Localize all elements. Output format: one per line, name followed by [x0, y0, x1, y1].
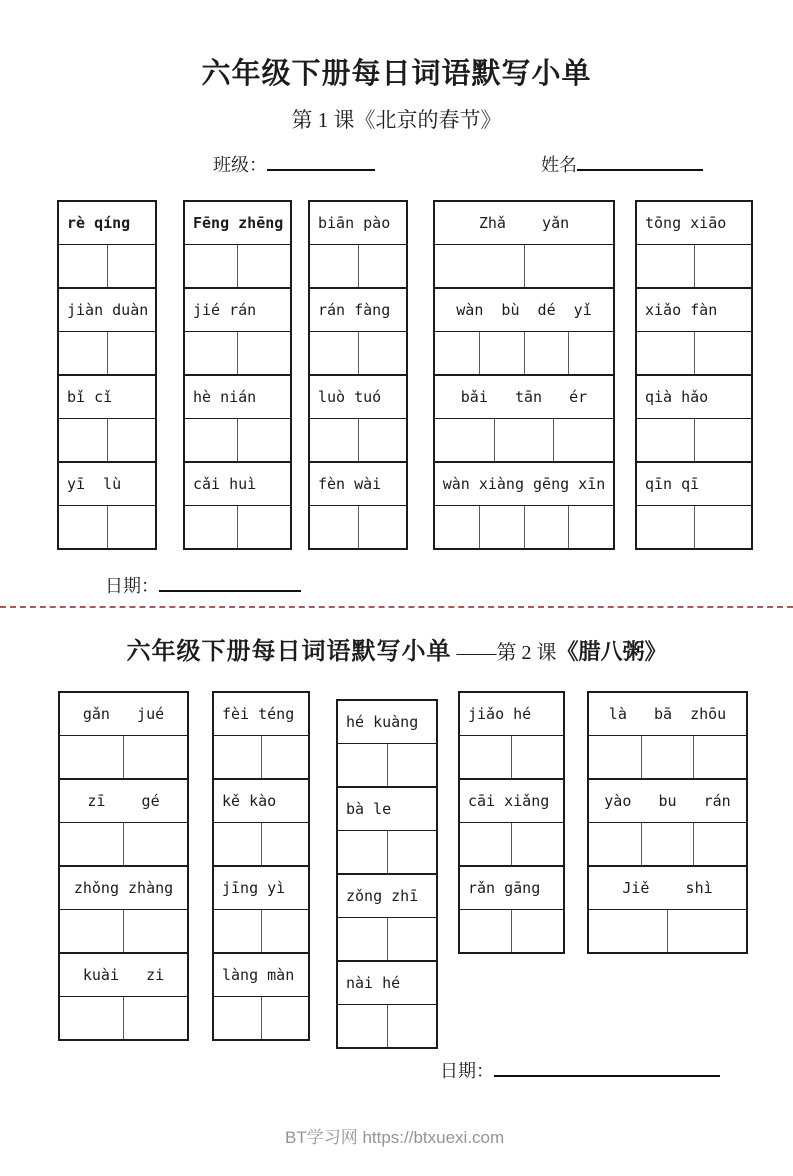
word-block — [60, 867, 187, 954]
word-block — [185, 289, 290, 376]
answer-row — [637, 419, 751, 461]
answer-row — [310, 506, 406, 548]
pinyin-label: wàn xiàng gēng xīn — [435, 463, 613, 506]
answer-cell — [695, 506, 752, 548]
word-block — [185, 463, 290, 548]
word-block — [60, 954, 187, 1039]
answer-cell — [435, 506, 480, 548]
pinyin-label: fèi téng — [214, 693, 308, 736]
answer-row — [185, 506, 290, 548]
word-block — [59, 376, 155, 463]
pinyin-label: bǎi tān ér — [435, 376, 613, 419]
answer-row — [185, 419, 290, 461]
word-block — [310, 463, 406, 548]
word-block — [185, 376, 290, 463]
pinyin-label: wàn bù dé yǐ — [435, 289, 613, 332]
pinyin-label: biān pào — [310, 202, 406, 245]
word-column — [336, 699, 438, 1049]
section2-title-lesson: ——第 2 课 — [451, 642, 557, 664]
answer-cell — [460, 736, 512, 778]
answer-cell — [480, 332, 525, 374]
answer-row — [59, 506, 155, 548]
answer-cell — [642, 823, 695, 865]
answer-row — [310, 332, 406, 374]
pinyin-label: zhǒng zhàng — [60, 867, 187, 910]
answer-row — [435, 245, 613, 287]
answer-cell — [238, 332, 290, 374]
answer-row — [310, 245, 406, 287]
answer-cell — [694, 823, 746, 865]
word-block — [310, 376, 406, 463]
answer-row — [435, 419, 613, 461]
answer-cell — [262, 736, 309, 778]
answer-cell — [60, 910, 124, 952]
word-block — [338, 962, 436, 1047]
answer-cell — [642, 736, 695, 778]
answer-cell — [554, 419, 613, 461]
answer-cell — [460, 910, 512, 952]
class-label: 班级： — [213, 155, 267, 175]
answer-cell — [388, 831, 437, 873]
pinyin-label: làng màn — [214, 954, 308, 997]
word-block — [214, 867, 308, 954]
answer-cell — [185, 419, 238, 461]
answer-cell — [310, 419, 359, 461]
answer-cell — [310, 506, 359, 548]
section-divider-dashed — [0, 606, 793, 608]
answer-cell — [238, 245, 290, 287]
pinyin-label: qīn qī — [637, 463, 751, 506]
answer-row — [589, 910, 746, 952]
answer-cell — [512, 823, 563, 865]
answer-cell — [525, 245, 614, 287]
answer-row — [60, 736, 187, 778]
answer-cell — [525, 332, 570, 374]
answer-cell — [60, 736, 124, 778]
pinyin-label: luò tuó — [310, 376, 406, 419]
answer-row — [460, 736, 563, 778]
answer-cell — [124, 736, 187, 778]
word-block — [435, 376, 613, 463]
answer-row — [59, 332, 155, 374]
answer-cell — [310, 245, 359, 287]
answer-cell — [637, 332, 695, 374]
answer-cell — [512, 736, 563, 778]
answer-row — [214, 736, 308, 778]
answer-cell — [569, 332, 613, 374]
answer-row — [59, 419, 155, 461]
answer-row — [460, 823, 563, 865]
answer-row — [60, 997, 187, 1039]
answer-row — [310, 419, 406, 461]
word-column — [458, 691, 565, 954]
word-column — [433, 200, 615, 550]
word-column — [212, 691, 310, 1041]
answer-cell — [214, 823, 262, 865]
answer-cell — [695, 419, 752, 461]
answer-cell — [695, 245, 752, 287]
word-block — [460, 867, 563, 952]
answer-cell — [589, 736, 642, 778]
answer-row — [637, 332, 751, 374]
answer-row — [435, 506, 613, 548]
pinyin-label: cǎi huì — [185, 463, 290, 506]
worksheet-title: 六年级下册每日词语默写小单 — [201, 58, 592, 90]
answer-cell — [495, 419, 555, 461]
answer-cell — [60, 823, 124, 865]
pinyin-label: jīng yì — [214, 867, 308, 910]
lesson-subtitle: 第 1 课《北京的春节》 — [291, 108, 502, 132]
answer-row — [59, 245, 155, 287]
answer-cell — [59, 506, 108, 548]
answer-row — [435, 332, 613, 374]
answer-cell — [637, 245, 695, 287]
answer-cell — [388, 744, 437, 786]
section2-title — [0, 636, 793, 671]
word-block — [310, 289, 406, 376]
word-column — [57, 200, 157, 550]
word-block — [59, 289, 155, 376]
section1-word-tables — [0, 200, 793, 550]
pinyin-label: Fēng zhēng — [185, 202, 290, 245]
pinyin-label: bǐ cǐ — [59, 376, 155, 419]
word-block — [310, 202, 406, 289]
answer-cell — [214, 736, 262, 778]
answer-row — [185, 332, 290, 374]
answer-cell — [338, 744, 388, 786]
word-block — [460, 780, 563, 867]
word-block — [60, 780, 187, 867]
pinyin-label: kuài zi — [60, 954, 187, 997]
section2-title-main: 六年级下册每日词语默写小单 — [126, 639, 452, 665]
answer-cell — [460, 823, 512, 865]
answer-cell — [338, 918, 388, 960]
answer-row — [589, 736, 746, 778]
answer-cell — [668, 910, 746, 952]
answer-cell — [214, 997, 262, 1039]
word-column — [635, 200, 753, 550]
answer-cell — [108, 332, 156, 374]
pinyin-label: jiàn duàn — [59, 289, 155, 332]
answer-row — [214, 823, 308, 865]
pinyin-label: jié rán — [185, 289, 290, 332]
answer-row — [60, 910, 187, 952]
answer-cell — [359, 506, 407, 548]
word-block — [589, 693, 746, 780]
answer-cell — [637, 506, 695, 548]
date-label: 日期： — [105, 576, 159, 596]
answer-row — [338, 918, 436, 960]
pinyin-label: hè nián — [185, 376, 290, 419]
pinyin-label: rán fàng — [310, 289, 406, 332]
section2-title-book: 《腊八粥》 — [556, 639, 667, 664]
word-block — [589, 780, 746, 867]
word-block — [637, 463, 751, 548]
answer-cell — [59, 245, 108, 287]
answer-cell — [124, 997, 187, 1039]
answer-cell — [185, 332, 238, 374]
answer-cell — [59, 332, 108, 374]
answer-row — [589, 823, 746, 865]
pinyin-label: qià hǎo — [637, 376, 751, 419]
word-block — [214, 780, 308, 867]
answer-cell — [262, 910, 309, 952]
answer-cell — [185, 245, 238, 287]
answer-cell — [388, 1005, 437, 1047]
answer-cell — [435, 332, 480, 374]
answer-cell — [695, 332, 752, 374]
date-row-section1 — [105, 574, 793, 598]
word-block — [185, 202, 290, 289]
word-block — [637, 289, 751, 376]
name-label: 姓名 — [541, 155, 577, 175]
section2-word-tables — [0, 691, 793, 1049]
answer-cell — [637, 419, 695, 461]
word-block — [435, 289, 613, 376]
class-blank-line — [267, 169, 375, 171]
name-blank-line — [577, 169, 703, 171]
word-block — [60, 693, 187, 780]
answer-cell — [310, 332, 359, 374]
word-column — [587, 691, 748, 954]
word-block — [214, 693, 308, 780]
date-blank-line — [494, 1075, 720, 1077]
pinyin-label: Zhǎ yǎn — [435, 202, 613, 245]
word-block — [460, 693, 563, 780]
answer-row — [338, 831, 436, 873]
answer-cell — [512, 910, 563, 952]
answer-cell — [435, 245, 525, 287]
pinyin-label: zī gé — [60, 780, 187, 823]
pinyin-label: zǒng zhī — [338, 875, 436, 918]
answer-cell — [359, 419, 407, 461]
answer-cell — [238, 506, 290, 548]
pinyin-label: hé kuàng — [338, 701, 436, 744]
word-column — [308, 200, 408, 550]
pinyin-label: yī lù — [59, 463, 155, 506]
word-block — [338, 788, 436, 875]
word-block — [59, 463, 155, 548]
pinyin-label: jiǎo hé — [460, 693, 563, 736]
answer-cell — [694, 736, 746, 778]
answer-row — [214, 910, 308, 952]
word-block — [637, 202, 751, 289]
answer-cell — [60, 997, 124, 1039]
word-block — [214, 954, 308, 1039]
answer-cell — [238, 419, 290, 461]
pinyin-label: gǎn jué — [60, 693, 187, 736]
answer-cell — [108, 506, 156, 548]
answer-cell — [124, 910, 187, 952]
answer-row — [214, 997, 308, 1039]
word-block — [338, 875, 436, 962]
answer-row — [338, 744, 436, 786]
answer-cell — [338, 831, 388, 873]
pinyin-label: rǎn gāng — [460, 867, 563, 910]
answer-cell — [480, 506, 525, 548]
answer-row — [185, 245, 290, 287]
answer-cell — [388, 918, 437, 960]
answer-cell — [589, 823, 642, 865]
pinyin-label: bà le — [338, 788, 436, 831]
answer-row — [637, 506, 751, 548]
answer-cell — [262, 823, 309, 865]
pinyin-label: fèn wài — [310, 463, 406, 506]
answer-cell — [569, 506, 613, 548]
answer-row — [60, 823, 187, 865]
answer-cell — [185, 506, 238, 548]
pinyin-label: nài hé — [338, 962, 436, 1005]
answer-cell — [108, 245, 156, 287]
pinyin-label: là bā zhōu — [589, 693, 746, 736]
answer-cell — [525, 506, 570, 548]
word-block — [589, 867, 746, 952]
answer-cell — [359, 245, 407, 287]
answer-cell — [589, 910, 668, 952]
word-block — [435, 463, 613, 548]
answer-cell — [435, 419, 495, 461]
answer-cell — [338, 1005, 388, 1047]
word-column — [183, 200, 292, 550]
word-block — [59, 202, 155, 289]
pinyin-label: yào bu rán — [589, 780, 746, 823]
pinyin-label: kě kào — [214, 780, 308, 823]
pinyin-label: xiǎo fàn — [637, 289, 751, 332]
date-row-section2 — [440, 1059, 793, 1083]
word-column — [58, 691, 189, 1041]
word-block — [435, 202, 613, 289]
answer-cell — [124, 823, 187, 865]
word-block — [338, 701, 436, 788]
answer-cell — [108, 419, 156, 461]
word-block — [637, 376, 751, 463]
date-blank-line — [159, 590, 301, 592]
answer-cell — [359, 332, 407, 374]
answer-cell — [59, 419, 108, 461]
answer-row — [637, 245, 751, 287]
answer-row — [338, 1005, 436, 1047]
answer-row — [460, 910, 563, 952]
class-name-row — [0, 152, 793, 178]
pinyin-label: tōng xiāo — [637, 202, 751, 245]
answer-cell — [214, 910, 262, 952]
pinyin-label: Jiě shì — [589, 867, 746, 910]
date-label: 日期： — [440, 1061, 494, 1081]
answer-cell — [262, 997, 309, 1039]
site-watermark: BT学习网 https://btxuexi.com — [285, 1128, 505, 1147]
pinyin-label: cāi xiǎng — [460, 780, 563, 823]
pinyin-label: rè qíng — [59, 202, 155, 245]
